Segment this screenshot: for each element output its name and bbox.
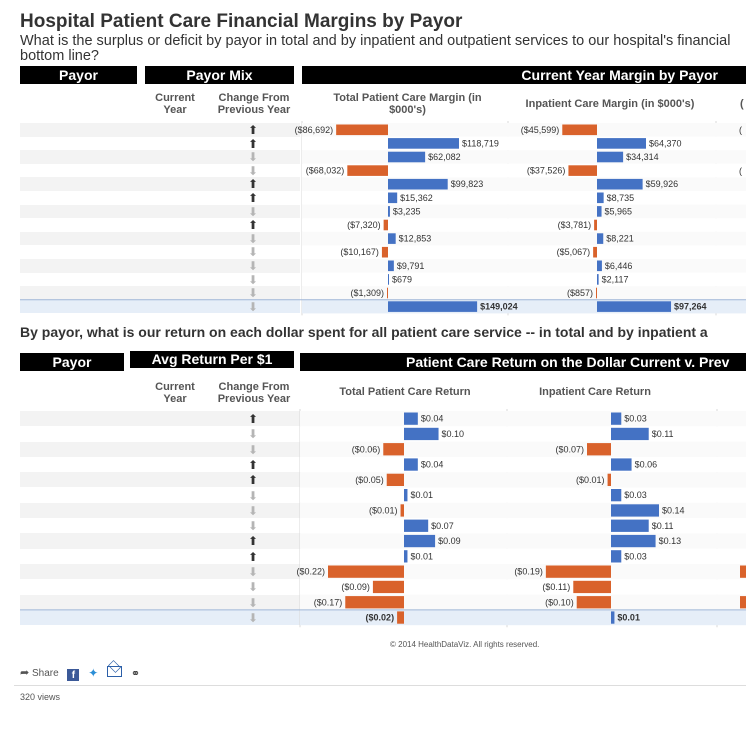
section2-question: By payor, what is our return on each dollar spent for all patient care service -- in total and by inpatient a: [20, 324, 708, 340]
avg-change-colhead-line2: Previous Year: [217, 393, 291, 405]
bar-label: ($1,309): [350, 288, 384, 298]
bar-label: ($3,781): [557, 220, 592, 230]
bar-label: $8,735: [606, 192, 635, 203]
bar-label: ($0.19): [514, 566, 543, 577]
bar-label: ($0.01): [369, 505, 398, 516]
bar-label: ($7,320): [347, 220, 381, 230]
arrow-down-icon: ⬇: [248, 299, 259, 314]
avg-current-year-colhead-line2: Year: [163, 393, 187, 405]
bar-label: $62,082: [428, 152, 461, 162]
arrow-up-icon: ⬆: [248, 191, 259, 205]
return-on-dollar-header-text: Patient Care Return on the Dollar Current v. Prev: [406, 354, 730, 370]
bar: [611, 535, 656, 547]
bar-label: ($0.01): [576, 474, 605, 485]
bar: [397, 611, 404, 623]
inpatient-return-colhead: Inpatient Care Return: [539, 386, 651, 398]
avg-return-header: Avg Return Per $1: [130, 351, 294, 368]
bar: [611, 520, 649, 532]
arrow-down-icon: ⬇: [248, 231, 259, 246]
bar: [611, 489, 621, 501]
bar-label: ($10,167): [340, 247, 379, 258]
bar-label: ($0.22): [296, 566, 325, 577]
arrow-down-icon: ⬇: [248, 286, 259, 301]
bar-label: $0.03: [624, 490, 647, 501]
bar-label: $0.06: [634, 459, 658, 470]
bar: [611, 428, 649, 440]
bar-label: $118,719: [462, 138, 499, 149]
bar: [587, 443, 611, 455]
bar-label: ($45,599): [520, 124, 560, 135]
clipped-bar: [740, 596, 746, 608]
arrow-down-icon: ⬇: [248, 150, 259, 165]
share-label[interactable]: Share: [32, 668, 59, 679]
arrow-down-icon: ⬇: [248, 245, 259, 260]
arrow-down-icon: ⬇: [248, 580, 259, 595]
bar: [387, 474, 404, 486]
arrow-up-icon: ⬆: [248, 549, 259, 564]
arrow-up-icon: ⬆: [248, 473, 259, 488]
bar: [611, 611, 614, 623]
bar: [611, 413, 621, 425]
bar-label: ($0.05): [355, 474, 384, 485]
arrow-up-icon: ⬆: [248, 412, 259, 426]
inpatient-margin-colhead: Inpatient Care Margin (in $000's): [525, 98, 695, 110]
arrow-up-icon: ⬆: [248, 177, 259, 192]
arrow-up-icon: ⬆: [248, 534, 259, 549]
bar: [345, 596, 404, 608]
link-icon[interactable]: ⚭: [130, 668, 141, 680]
bar-label: $0.03: [624, 413, 647, 424]
clipped-label: (: [739, 125, 742, 135]
arrow-up-icon: ⬆: [248, 123, 259, 137]
bar-label: ($0.07): [555, 444, 584, 455]
bar-label: ($0.11): [542, 581, 571, 592]
facebook-icon[interactable]: f: [67, 669, 79, 681]
total-margin-colhead-line2: $000's): [389, 104, 426, 116]
share-bar: [20, 666, 140, 681]
bar-label: ($0.06): [351, 444, 381, 455]
bar-label: $34,314: [626, 152, 659, 162]
page-title: Hospital Patient Care Financial Margins by Payor: [20, 11, 463, 32]
bar-label: $97,264: [674, 301, 707, 312]
bar: [373, 581, 404, 593]
bar: [577, 596, 611, 608]
bar-label: $0.04: [420, 413, 444, 424]
views-count: 320 views: [20, 692, 61, 702]
arrow-down-icon: ⬇: [248, 595, 259, 610]
bar: [404, 489, 407, 501]
arrow-up-icon: ⬆: [248, 136, 259, 151]
bar-label: ($0.02): [365, 612, 395, 623]
bar: [404, 428, 439, 440]
bar-label: $9,791: [396, 260, 425, 271]
email-icon[interactable]: [107, 666, 122, 677]
bar-label: ($86,692): [294, 124, 334, 135]
share-arrow-icon[interactable]: ➦: [20, 667, 30, 679]
twitter-icon[interactable]: ✦: [88, 666, 99, 680]
bar-label: $6,446: [604, 260, 633, 271]
bar: [404, 550, 407, 562]
arrow-down-icon: ⬇: [248, 610, 259, 625]
bar: [611, 504, 659, 516]
bar-label: $0.03: [624, 551, 647, 562]
bar-label: $0.10: [441, 428, 465, 439]
bar-label: $99,823: [450, 179, 484, 190]
chart-row-band: [300, 518, 746, 533]
arrow-down-icon: ⬇: [248, 565, 259, 579]
bar-label: ($37,526): [526, 165, 566, 176]
bar: [608, 474, 611, 486]
arrow-up-icon: ⬆: [248, 218, 259, 233]
subtitle-line-2: bottom line?: [20, 48, 99, 64]
bar: [328, 566, 404, 578]
bar-label: $59,926: [645, 179, 679, 190]
bar: [611, 550, 621, 562]
bar-label: ($0.17): [313, 597, 343, 608]
bar-label: $0.11: [651, 428, 674, 439]
bar: [546, 566, 611, 578]
arrow-down-icon: ⬇: [248, 488, 259, 503]
bar-label: $0.01: [617, 612, 640, 623]
arrow-down-icon: ⬇: [248, 204, 259, 219]
change-colhead-line2: Previous Year: [217, 104, 291, 116]
bar-label: $3,235: [392, 206, 421, 217]
bar-label: $0.07: [431, 520, 454, 531]
bar-label: $12,853: [398, 233, 432, 244]
change-colhead-line1: Change From: [218, 92, 290, 104]
bar-label: $679: [392, 274, 413, 285]
clipped-bar: [740, 566, 746, 578]
bar-label: $0.09: [438, 536, 461, 547]
bar-label: $5,965: [604, 206, 633, 217]
copyright: © 2014 HealthDataViz. All rights reserved.: [390, 640, 540, 649]
arrow-down-icon: ⬇: [248, 503, 259, 518]
clipped-label: (: [739, 165, 742, 176]
arrow-down-icon: ⬇: [248, 519, 259, 534]
arrow-down-icon: ⬇: [248, 427, 259, 442]
arrow-down-icon: ⬇: [248, 163, 259, 178]
bar-label: ($68,032): [305, 165, 345, 176]
bar-label: ($857): [566, 288, 593, 298]
bar-label: $0.01: [410, 490, 433, 501]
payor-header: Payor: [20, 66, 137, 84]
avg-change-colhead-line1: Change From: [218, 381, 290, 393]
arrow-up-icon: ⬆: [248, 457, 259, 472]
bar-label: $64,370: [649, 138, 682, 149]
bar: [404, 458, 418, 470]
payor-header-2: Payor: [20, 353, 124, 371]
current-year-colhead-line1: Current: [155, 92, 195, 104]
chart-row-band: [300, 411, 746, 426]
divider: [14, 685, 746, 686]
chart-row-band: [300, 488, 746, 503]
bar: [404, 535, 435, 547]
current-year-margin-header-text: Current Year Margin by Payor: [521, 67, 718, 83]
payor-mix-header: Payor Mix: [145, 66, 294, 84]
bar-label: $0.14: [662, 505, 685, 516]
avg-current-year-colhead-line1: Current: [155, 381, 195, 393]
arrow-down-icon: ⬇: [248, 272, 259, 287]
bar: [611, 458, 632, 470]
bar-label: $15,362: [400, 192, 433, 203]
bar-label: ($0.10): [545, 597, 574, 608]
bar: [401, 504, 404, 516]
arrow-down-icon: ⬇: [248, 259, 259, 273]
bar: [404, 520, 428, 532]
bar-label: $0.01: [410, 551, 433, 562]
total-return-colhead: Total Patient Care Return: [339, 386, 471, 398]
bar: [383, 443, 404, 455]
arrow-down-icon: ⬇: [248, 442, 259, 457]
chart-row-band: [300, 457, 746, 472]
bar-label: ($0.09): [341, 581, 370, 592]
bar-label: $8,221: [606, 233, 634, 244]
total-margin-colhead-line1: Total Patient Care Margin (in: [333, 92, 482, 104]
subtitle-line-1: What is the surplus or deficit by payor in total and by inpatient and outpatient services to our hospital's financial: [20, 33, 731, 49]
bar-label: $2,117: [601, 274, 629, 285]
bar-label: $0.11: [651, 520, 674, 531]
bar-label: $0.13: [658, 536, 682, 547]
bar: [404, 413, 418, 425]
bar-label: $149,024: [480, 301, 518, 312]
chart-row-band: [300, 426, 746, 441]
current-year-colhead-line2: Year: [163, 104, 187, 116]
bar-label: ($5,067): [556, 247, 591, 258]
bar: [573, 581, 611, 593]
chart-row-band: [300, 549, 746, 564]
bar-label: $0.04: [420, 459, 444, 470]
clipped-colhead-top: (: [740, 98, 744, 110]
